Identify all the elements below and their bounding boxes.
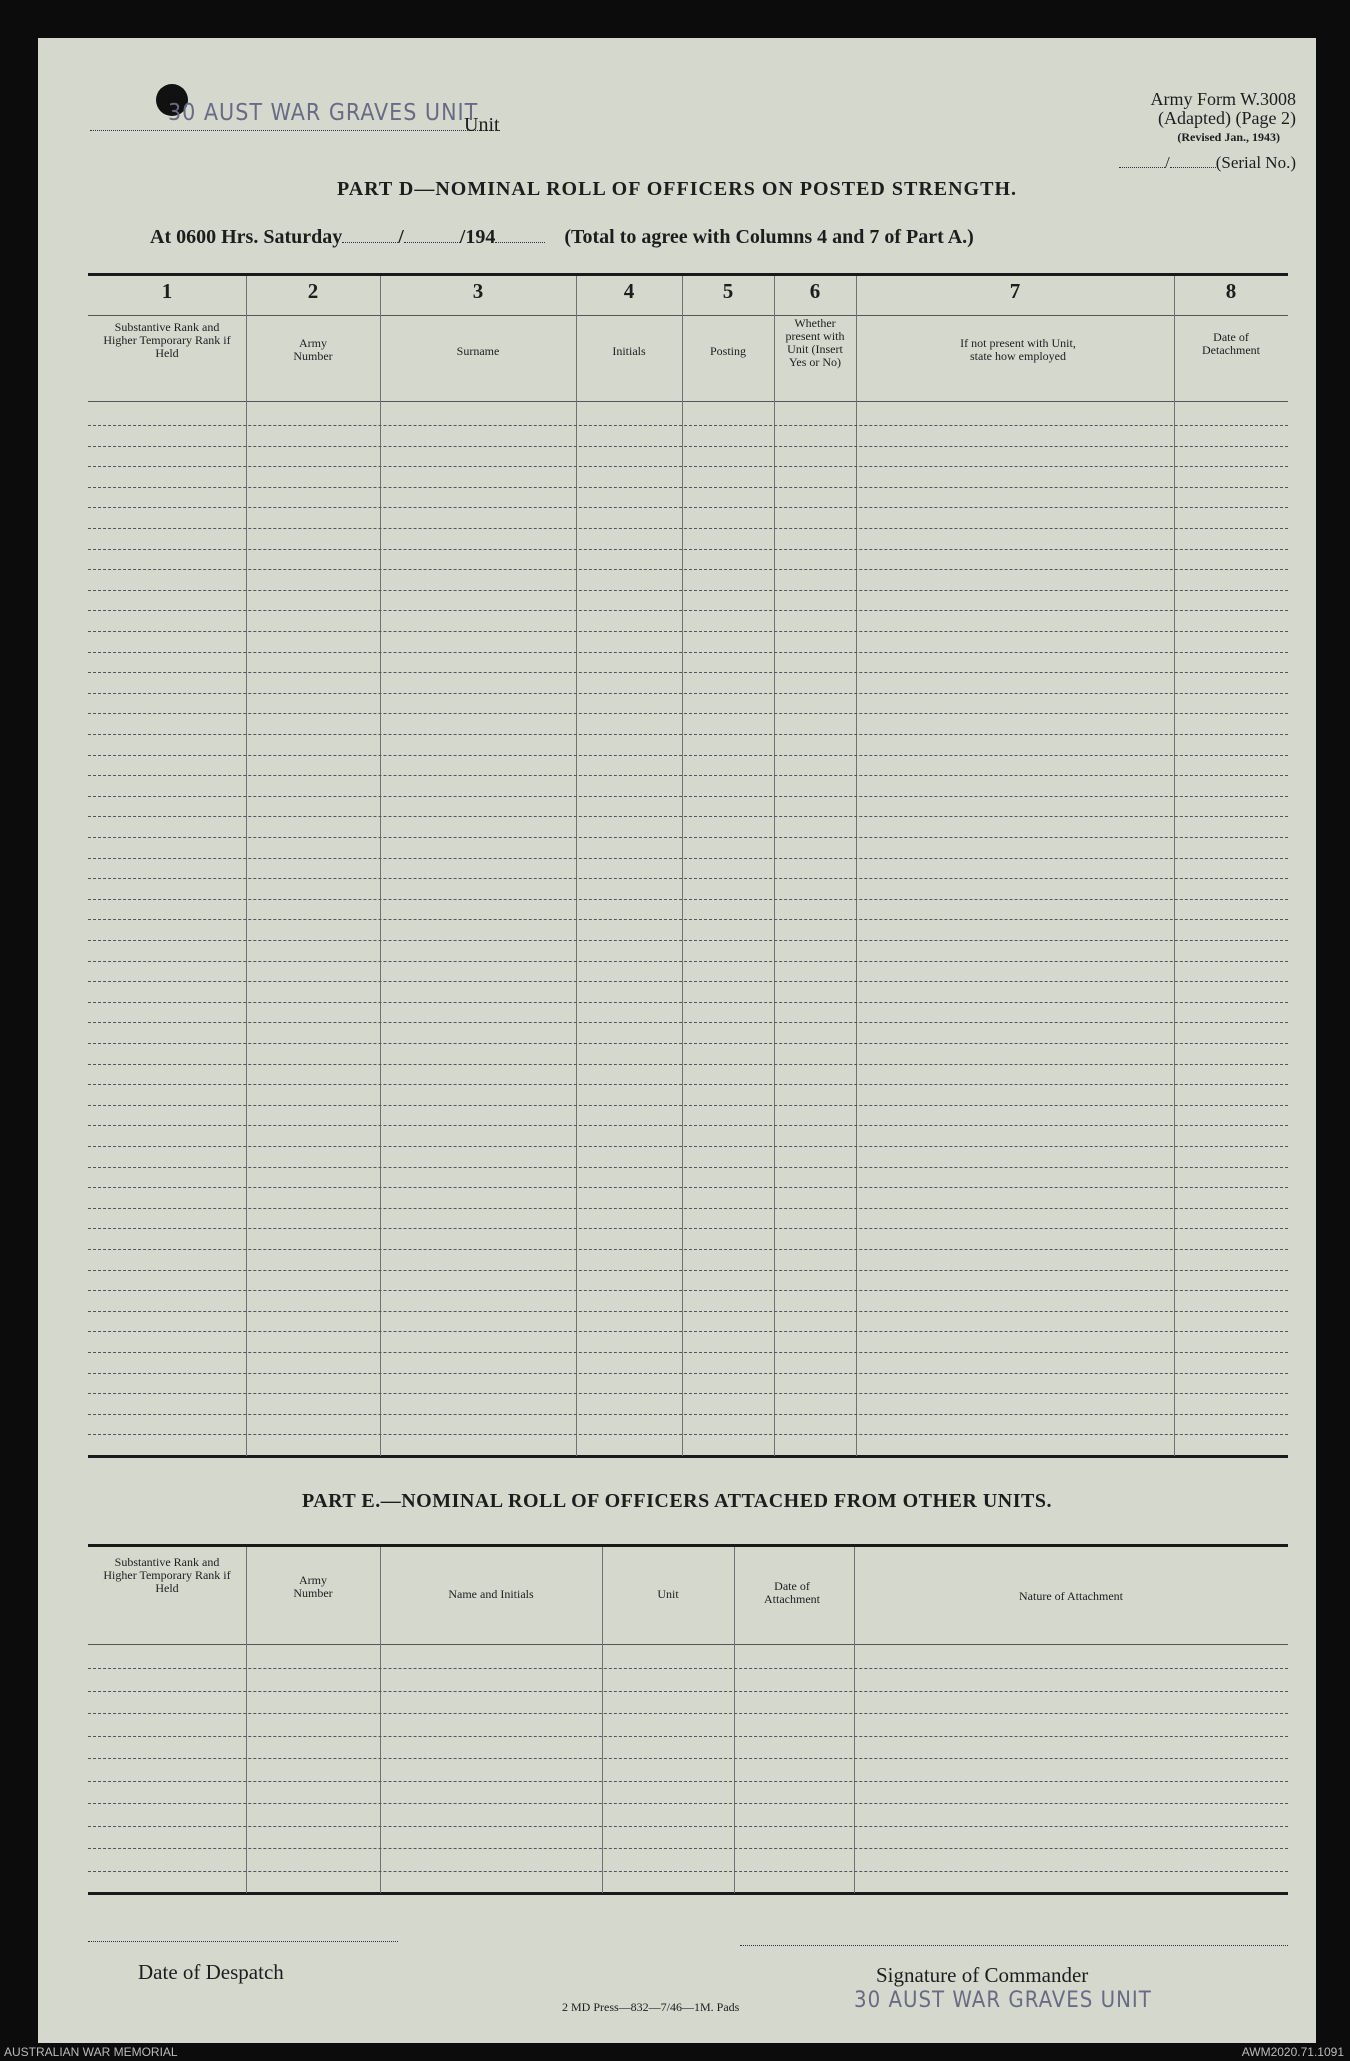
- col-header-army-number: Army Number: [293, 336, 333, 363]
- table-row[interactable]: [88, 1781, 1288, 1782]
- press-note: 2 MD Press—832—7/46—1M. Pads: [562, 2000, 740, 2014]
- table-row[interactable]: [88, 631, 1288, 632]
- table-row[interactable]: [88, 507, 1288, 508]
- table-row[interactable]: [88, 1691, 1288, 1692]
- part-d-at-line: At 0600 Hrs. Saturday / /194 (Total to agree with Columns 4 and 7 of Part A.): [150, 226, 974, 248]
- table-row[interactable]: [88, 1311, 1288, 1312]
- col-header-present: Whether present with Unit (Insert Yes or No): [785, 316, 845, 369]
- col-header-employed: If not present with Unit, state how employed: [960, 336, 1076, 363]
- table-row[interactable]: [88, 1084, 1288, 1085]
- table-row[interactable]: [88, 775, 1288, 776]
- form-id-block: [996, 90, 1296, 172]
- table-row[interactable]: [88, 1826, 1288, 1827]
- part-e-rows[interactable]: [88, 1544, 1288, 1892]
- signature-stamp: 30 AUST WAR GRAVES UNIT: [854, 1988, 1152, 2013]
- table-row[interactable]: [88, 610, 1288, 611]
- col-header-surname: Surname: [456, 344, 500, 358]
- table-row[interactable]: [88, 1414, 1288, 1415]
- table-row[interactable]: [88, 425, 1288, 426]
- part-e-title: PART E.—NOMINAL ROLL OF OFFICERS ATTACHED FROM OTHER UNITS.: [302, 1490, 1052, 1512]
- day-field[interactable]: [342, 242, 398, 243]
- serial-label: (Serial No.): [1215, 153, 1296, 172]
- col-num-5: 5: [722, 279, 734, 303]
- table-row[interactable]: [88, 1043, 1288, 1044]
- form-revised: (Revised Jan., 1943): [1177, 130, 1280, 144]
- col-header-detachment: Date of Detachment: [1202, 330, 1260, 357]
- table-row[interactable]: [88, 1434, 1288, 1435]
- col-num-6: 6: [809, 279, 821, 303]
- table-row[interactable]: [88, 858, 1288, 859]
- table-row[interactable]: [88, 1352, 1288, 1353]
- table-row[interactable]: [88, 1331, 1288, 1332]
- e-col-header-rank: Substantive Rank and Higher Temporary Rank if Held: [103, 1555, 231, 1595]
- footer-right: AWM2020.71.1091: [1241, 2045, 1344, 2059]
- table-row[interactable]: [88, 466, 1288, 467]
- table-row[interactable]: [88, 487, 1288, 488]
- part-d-rows[interactable]: [88, 273, 1288, 1455]
- part-d-title: PART D—NOMINAL ROLL OF OFFICERS ON POSTED STRENGTH.: [336, 178, 1017, 200]
- footer-bar: [0, 2043, 1350, 2061]
- form-title: Army Form W.3008: [1150, 89, 1296, 109]
- table-row[interactable]: [88, 734, 1288, 735]
- table-row[interactable]: [88, 1022, 1288, 1023]
- table-row[interactable]: [88, 961, 1288, 962]
- form-page: [38, 38, 1316, 2043]
- table-row[interactable]: [88, 796, 1288, 797]
- month-field[interactable]: [404, 242, 460, 243]
- table-row[interactable]: [88, 1713, 1288, 1714]
- signature-field[interactable]: [740, 1945, 1288, 1946]
- serial-field[interactable]: / (Serial No.): [996, 153, 1296, 172]
- table-row[interactable]: [88, 919, 1288, 920]
- table-row[interactable]: [88, 1736, 1288, 1737]
- table-row[interactable]: [88, 878, 1288, 879]
- table-row[interactable]: [88, 1270, 1288, 1271]
- table-row[interactable]: [88, 1002, 1288, 1003]
- date-despatch-label: Date of Despatch: [138, 1960, 284, 1984]
- table-row[interactable]: [88, 1373, 1288, 1374]
- col-header-rank: Substantive Rank and Higher Temporary Rank if Held: [103, 320, 231, 360]
- table-row[interactable]: [88, 528, 1288, 529]
- e-col-header-nature: Nature of Attachment: [1019, 1589, 1123, 1603]
- table-row[interactable]: [88, 652, 1288, 653]
- table-row[interactable]: [88, 1105, 1288, 1106]
- table-row[interactable]: [88, 755, 1288, 756]
- table-row[interactable]: [88, 549, 1288, 550]
- table-row[interactable]: [88, 1146, 1288, 1147]
- col-num-8: 8: [1225, 279, 1237, 303]
- unit-label: Unit: [464, 114, 500, 136]
- table-row[interactable]: [88, 1803, 1288, 1804]
- form-adapted: (Adapted) (Page 2): [1158, 108, 1296, 128]
- col-header-posting: Posting: [709, 344, 746, 358]
- col-header-initials: Initials: [612, 344, 646, 358]
- e-col-header-unit: Unit: [657, 1587, 679, 1601]
- table-row[interactable]: [88, 1290, 1288, 1291]
- col-num-1: 1: [161, 279, 173, 303]
- table-row[interactable]: [88, 672, 1288, 673]
- col-num-4: 4: [623, 279, 635, 303]
- footer-left: AUSTRALIAN WAR MEMORIAL: [4, 2045, 178, 2059]
- table-row[interactable]: [88, 569, 1288, 570]
- table-row[interactable]: [88, 1208, 1288, 1209]
- table-row[interactable]: [88, 446, 1288, 447]
- table-row[interactable]: [88, 1064, 1288, 1065]
- table-row[interactable]: [88, 1758, 1288, 1759]
- table-row[interactable]: [88, 1848, 1288, 1849]
- table-row[interactable]: [88, 1167, 1288, 1168]
- table-row[interactable]: [88, 837, 1288, 838]
- at-line-suffix: (Total to agree with Columns 4 and 7 of Part A.): [564, 226, 974, 248]
- table-row[interactable]: [88, 590, 1288, 591]
- table-row[interactable]: [88, 1668, 1288, 1669]
- e-col-header-army-number: Army Number: [293, 1573, 333, 1600]
- table-row[interactable]: [88, 1393, 1288, 1394]
- unit-stamp: 30 AUST WAR GRAVES UNIT: [168, 100, 479, 126]
- signature-label: Signature of Commander: [876, 1963, 1089, 1987]
- part-e-table: [88, 1544, 1288, 1898]
- unit-field[interactable]: [90, 96, 500, 131]
- year-prefix: /194: [459, 226, 496, 248]
- e-col-header-name: Name and Initials: [448, 1587, 534, 1601]
- part-d-table: [88, 273, 1288, 1461]
- at-line-prefix: At 0600 Hrs. Saturday: [150, 226, 343, 248]
- table-row[interactable]: [88, 1249, 1288, 1250]
- table-row[interactable]: [88, 981, 1288, 982]
- table-row[interactable]: [88, 816, 1288, 817]
- table-row[interactable]: [88, 1125, 1288, 1126]
- date-despatch-field[interactable]: [88, 1941, 398, 1942]
- table-row[interactable]: [88, 713, 1288, 714]
- table-row[interactable]: [88, 1871, 1288, 1872]
- table-row[interactable]: [88, 940, 1288, 941]
- table-row[interactable]: [88, 1187, 1288, 1188]
- table-row[interactable]: [88, 693, 1288, 694]
- table-row[interactable]: [88, 899, 1288, 900]
- col-num-2: 2: [307, 279, 319, 303]
- e-col-header-attachment-date: Date of Attachment: [764, 1579, 820, 1606]
- col-num-7: 7: [1009, 279, 1021, 303]
- col-num-3: 3: [472, 279, 484, 303]
- table-row[interactable]: [88, 1228, 1288, 1229]
- year-field[interactable]: [495, 242, 545, 243]
